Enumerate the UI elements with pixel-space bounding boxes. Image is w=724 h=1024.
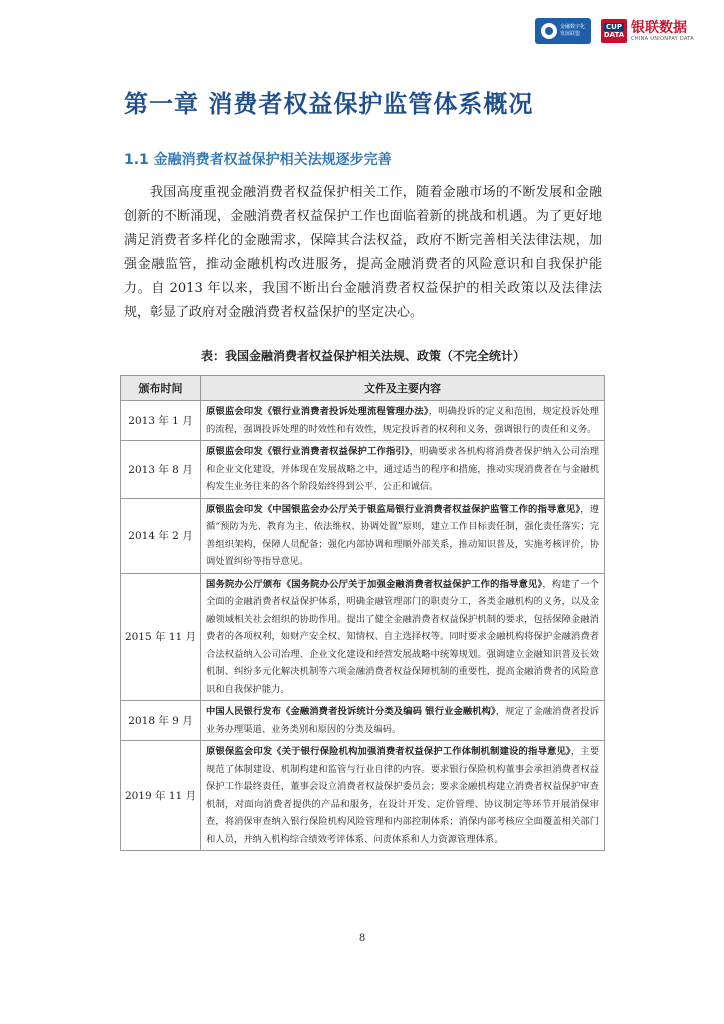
row-content — [201, 701, 605, 741]
row-body: ，明确要求各机构将消费者保护纳入公司治理和企业文化建设，并体现在发展战略之中，通过适当的程序和措施，推动实现消费者在与金融机构发生业务往来的各个阶段始终得到公平、公正和诚信。 — [206, 446, 599, 492]
row-content — [201, 401, 605, 441]
page-number: 8 — [358, 933, 366, 944]
row-title: 原银监会印发《银行业消费者投诉处理流程管理办法》 — [206, 406, 429, 417]
row-body: ，主要规范了体制建设、机制构建和监管与行业自律的内容。要求银行保险机构董事会承担消费者权益保护工作最终责任，董事会设立消费者权益保护委员会；要求金融机构建立消费者权益保护审查机制，对面向消费者提供的产品和服务，在设计开发、定价管理、协议制定等环节开展消保审查，将消保审查纳入银行保险机构风险管理和内部控制体系；消保内部考核应全面覆盖相关部门和人员，并纳入机构综合绩效考评体系、问责体系和人力资源管理体系。 — [206, 746, 599, 845]
header-date: 颁布时间 — [121, 376, 201, 401]
unionpay-data-name-en: CHINA UNIONPAY DATA — [631, 36, 694, 42]
alliance-logo-icon — [541, 23, 557, 39]
table-row — [121, 573, 605, 701]
section-title: 1.1 金融消费者权益保护相关法规逐步完善 — [124, 152, 392, 168]
row-date: 2013 年 1 月 — [121, 401, 201, 441]
row-title: 中国人民银行发布《金融消费者投诉统计分类及编码 银行业金融机构》 — [206, 706, 496, 717]
table-caption: 表：我国金融消费者权益保护相关法规、政策（不完全统计） — [200, 349, 525, 363]
row-date: 2019 年 11 月 — [121, 741, 201, 851]
row-title: 原银监会印发《银行业消费者权益保护工作指引》 — [206, 446, 410, 457]
cup-data-badge-icon — [601, 19, 627, 43]
row-body: ，规定了金融消费者投诉业务办理渠道、业务类别和原因的分类及编码。 — [206, 706, 599, 735]
row-date: 2018 年 9 月 — [121, 701, 201, 741]
table-row — [121, 401, 605, 441]
chapter-title: 第一章 消费者权益保护监管体系概况 — [124, 90, 534, 118]
data-badge-text: DATA — [603, 31, 625, 39]
row-date: 2013 年 8 月 — [121, 441, 201, 499]
row-title: 国务院办公厅颁布《国务院办公厅关于加强金融消费者权益保护工作的指导意见》 — [206, 578, 543, 590]
cup-badge-text: CUP — [606, 23, 622, 31]
intro-paragraph: 我国高度重视金融消费者权益保护相关工作，随着金融市场的不断发展和金融创新的不断涌现，金融消费者权益保护工作也面临着新的挑战和机遇。为了更好地满足消费者多样化的金融需求，保障其合法权益，政府不断完善相关法律法规，加强金融监管，推动金融机构改进服务，提高金融消费者的风险意识和自我保护能力。自 2013 年以来，我国不断出台金融消费者权益保护的相关政策以及法律法规，彰显了政府对金融消费者权益保护的坚定决心。 — [124, 185, 602, 320]
table-row — [121, 498, 605, 573]
table-row — [121, 701, 605, 741]
alliance-logo-line1: 金融数字化 — [560, 24, 586, 30]
row-date: 2014 年 2 月 — [121, 498, 201, 573]
row-date: 2015 年 11 月 — [121, 573, 201, 701]
header-content: 文件及主要内容 — [201, 376, 605, 401]
row-body: ，遵循“预防为先、教育为主、依法维权、协调处置”原则，建立工作目标责任制，强化责任落实；完善组织架构，保障人员配备；强化内部协调和理顺外部关系，推动知识普及，实施考核评价，协调处置纠纷等指导意见。 — [206, 503, 599, 567]
row-body: ，明确投诉的定义和范围，规定投诉处理的流程，强调投诉处理的时效性和有效性，规定投诉者的权利和义务，强调银行的责任和义务。 — [206, 406, 599, 435]
unionpay-data-logo — [601, 19, 694, 43]
row-body: ，构建了一个全面的金融消费者权益保护体系，明确金融管理部门的职责分工，各类金融机构的义务，以及金融领域相关社会组织的协助作用。提出了健全金融消费者权益保护机制的要求，包括保障金融消费者的各项权利，如财产安全权、知情权、自主选择权等。同时要求金融机构将保护金融消费者合法权益纳入公司治理、企业文化建设和经营发展战略中统筹规划。强调建立金融知识普及长效机制、纠纷多元化解决机制等六项金融消费者权益保障机制的重要性，提高金融消费者的风险意识和自我保护能力。 — [206, 578, 599, 695]
alliance-logo — [535, 18, 591, 44]
header-logos — [535, 18, 694, 44]
unionpay-data-name: 银联数据 — [631, 20, 688, 36]
table-row — [121, 741, 605, 851]
alliance-logo-line2: 发展联盟 — [560, 31, 581, 37]
row-title: 原银监会印发《中国银监会办公厅关于银监局银行业消费者权益保护监管工作的指导意见》 — [206, 503, 581, 515]
row-content — [201, 498, 605, 573]
row-content — [201, 573, 605, 701]
row-title: 原银保监会印发《关于银行保险机构加强消费者权益保护工作体制机制建设的指导意见》 — [206, 746, 571, 757]
table-row — [121, 441, 605, 499]
row-content — [201, 741, 605, 851]
regulations-table — [120, 375, 605, 851]
row-content — [201, 441, 605, 499]
table-header-row — [121, 376, 605, 401]
